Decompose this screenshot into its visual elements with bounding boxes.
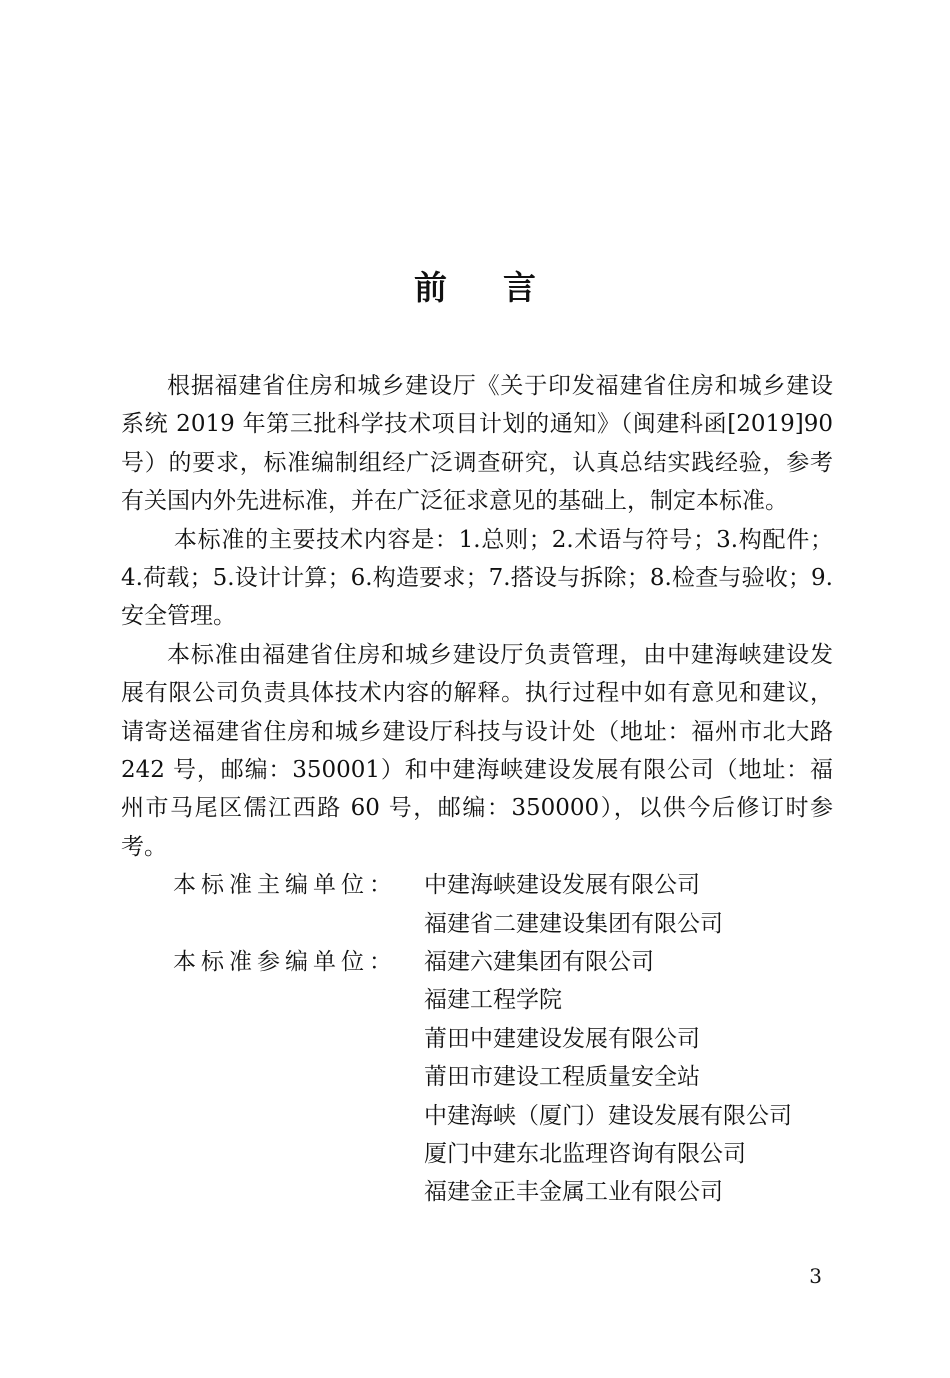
participating-editor-label: 本标准参编单位： (173, 949, 397, 976)
participating-editor-unit: 莆田中建建设发展有限公司 (424, 1025, 700, 1052)
participating-editor-unit: 福建工程学院 (424, 987, 562, 1014)
chief-editor-unit: 中建海峡建设发展有限公司 (424, 872, 700, 899)
chief-editor-unit: 福建省二建建设集团有限公司 (424, 910, 723, 937)
chief-editor-list (424, 866, 833, 943)
participating-editor-row (121, 943, 833, 1212)
participating-editor-unit: 莆田市建设工程质量安全站 (424, 1064, 700, 1091)
editor-units (121, 866, 833, 1212)
participating-editor-unit: 厦门中建东北监理咨询有限公司 (424, 1141, 746, 1168)
paragraph-management: 本标准由福建省住房和城乡建设厅负责管理，由中建海峡建设发展有限公司负责具体技术内容的解释。执行过程中如有意见和建议，请寄送福建省住房和城乡建设厅科技与设计处（地址：福州市北大路 242 号，邮编：350001）和中建海峡建设发展有限公司（地址：福州市马尾区儒江西路 60 号，邮编：350000），以供今后修订时参考。 (121, 641, 833, 860)
chief-editor-row (121, 866, 833, 943)
paragraph-basis: 根据福建省住房和城乡建设厅《关于印发福建省住房和城乡建设系统 2019 年第三批科学技术项目计划的通知》（闽建科函[2019]90 号）的要求，标准编制组经广泛调查研究，认真总结实践经验，参考有关国内外先进标准，并在广泛征求意见的基础上，制定本标准。 (121, 373, 833, 515)
page-title: 前言 (414, 268, 592, 307)
participating-editor-unit: 中建海峡（厦门）建设发展有限公司 (424, 1102, 792, 1129)
page-number: 3 (809, 1264, 822, 1288)
paragraph-contents: 本标准的主要技术内容是：1.总则；2.术语与符号；3.构配件；4.荷载；5.设计计算；6.构造要求；7.搭设与拆除；8.检查与验收；9.安全管理。 (121, 526, 833, 630)
participating-editor-list (424, 943, 833, 1212)
participating-editor-unit: 福建六建集团有限公司 (424, 949, 654, 976)
chief-editor-label: 本标准主编单位： (173, 872, 397, 899)
preface-body (121, 367, 833, 1212)
participating-editor-unit: 福建金正丰金属工业有限公司 (424, 1179, 723, 1206)
